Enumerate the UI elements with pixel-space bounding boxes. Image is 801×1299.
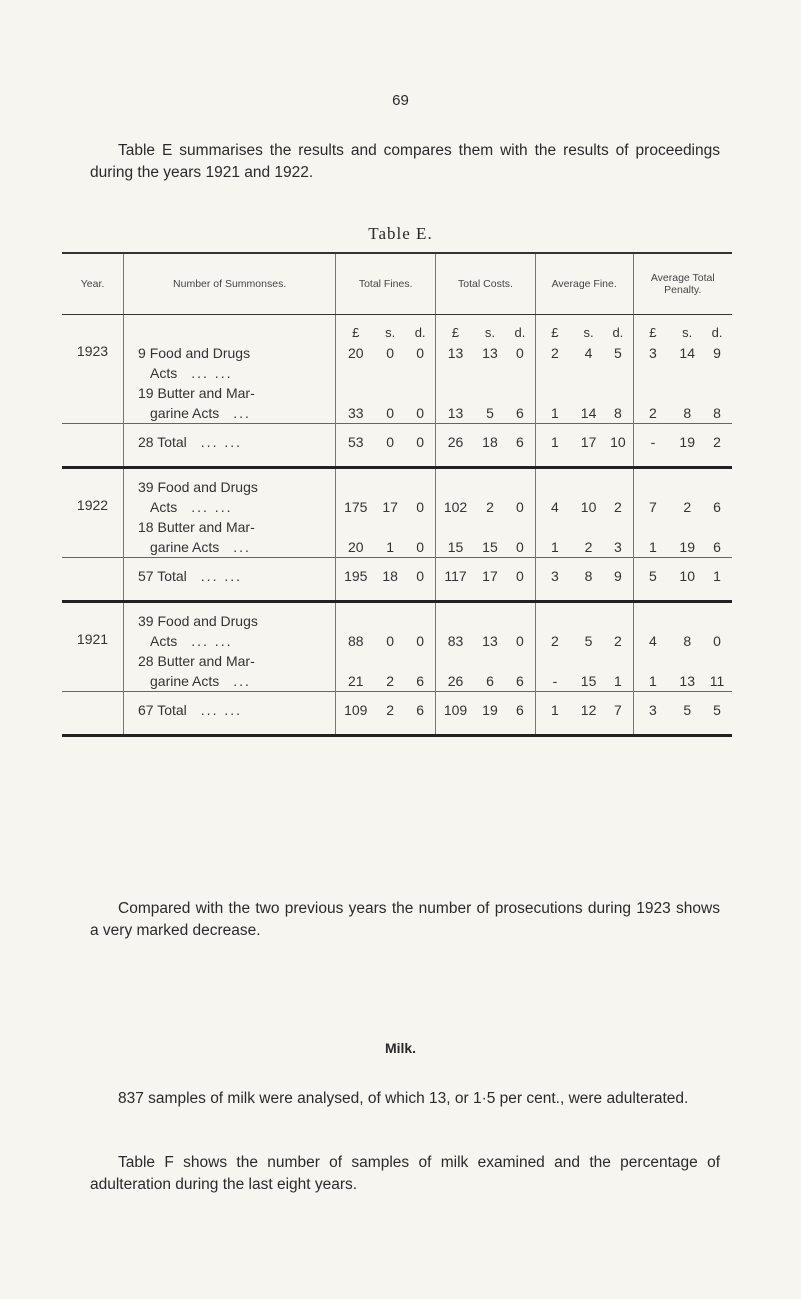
pence-unit: d. — [414, 325, 426, 340]
total-costs-cell — [436, 558, 536, 602]
description-line: 28 Butter and Mar- — [138, 653, 255, 669]
pounds: 20 — [347, 345, 364, 361]
total-label: 57 Total — [138, 568, 187, 584]
money-value — [536, 403, 633, 423]
pence: 6 — [416, 673, 424, 689]
fines-cell — [336, 651, 436, 692]
total-row — [62, 692, 732, 736]
shillings: 19 — [679, 539, 695, 555]
spacer — [634, 517, 733, 537]
description-line — [138, 631, 335, 651]
shillings: 0 — [386, 405, 395, 421]
description-line — [138, 403, 335, 423]
leader-dots: ... — [233, 673, 251, 689]
milk-paragraph-2: Table F shows the number of samples of milk examined and the percentage of adulteration during the last eight years. — [90, 1154, 720, 1193]
shilling-unit: s. — [484, 325, 496, 340]
shillings: 2 — [386, 673, 395, 689]
description-text: garine Acts — [150, 405, 220, 421]
header-costs: Total Costs. — [436, 253, 536, 315]
pounds: 20 — [347, 539, 364, 555]
shilling-unit: s. — [583, 325, 594, 340]
shillings: 0 — [386, 633, 395, 649]
pence: 0 — [416, 345, 424, 361]
total-label-cell — [124, 692, 336, 736]
total-avg-fine-cell — [535, 424, 633, 468]
pence: 6 — [516, 673, 524, 689]
pounds: 3 — [649, 345, 657, 361]
shillings: 5 — [683, 702, 692, 718]
intro-paragraph: Table E summarises the results and compares them with the results of proceedings during the years 1921 and 1922. — [90, 142, 720, 181]
fines-cell — [336, 468, 436, 518]
pence: 0 — [416, 499, 424, 515]
comparison-paragraph: Compared with the two previous years the number of prosecutions during 1923 shows a very marked decrease. — [90, 900, 720, 939]
summons-description — [124, 602, 336, 652]
description-line — [138, 363, 335, 383]
pence: 3 — [613, 539, 622, 555]
pence: 2 — [613, 499, 622, 515]
shillings: 5 — [486, 405, 494, 421]
spacer — [336, 383, 435, 403]
money-value — [634, 671, 733, 691]
shillings: 10 — [580, 499, 597, 515]
pounds: 3 — [649, 702, 657, 718]
money-value — [436, 631, 535, 651]
total-line — [138, 432, 335, 452]
avg-penalty-cell — [633, 517, 732, 558]
spacer — [138, 323, 335, 343]
year-label: 1921 — [76, 631, 109, 647]
shillings: 8 — [683, 405, 692, 421]
header-avg-fine: Average Fine. — [535, 253, 633, 315]
shillings: 15 — [580, 673, 597, 689]
shillings: 17 — [580, 434, 597, 450]
shillings: 19 — [679, 434, 695, 450]
year-cell — [62, 692, 124, 736]
total-fines-cell — [336, 424, 436, 468]
shillings: 18 — [482, 434, 498, 450]
pounds: 2 — [551, 633, 559, 649]
summons-description — [124, 315, 336, 384]
milk-paragraph-1: 837 samples of milk were analysed, of which 13, or 1·5 per cent., were adulterated. — [118, 1090, 689, 1107]
header-fines: Total Fines. — [336, 253, 436, 315]
summons-description — [124, 383, 336, 424]
total-fines-cell — [336, 558, 436, 602]
money-value — [336, 403, 435, 423]
pounds: 102 — [443, 499, 468, 515]
pounds: - — [552, 673, 558, 689]
pence: 0 — [516, 539, 524, 555]
table-row — [62, 517, 732, 558]
total-label: 67 Total — [138, 702, 187, 718]
total-label-cell — [124, 558, 336, 602]
money-value — [536, 566, 633, 586]
costs-cell — [436, 315, 536, 384]
header-summonses: Number of Summonses. — [124, 253, 336, 315]
pence: 0 — [713, 633, 721, 649]
pounds: 1 — [649, 673, 657, 689]
pence-unit: d. — [612, 325, 624, 340]
pence: 0 — [416, 405, 424, 421]
milk-heading: Milk. — [384, 1040, 417, 1056]
table-e — [62, 252, 732, 737]
spacer — [336, 611, 435, 631]
total-avg-penalty-cell — [633, 424, 732, 468]
spacer — [436, 651, 535, 671]
description-text: garine Acts — [150, 673, 220, 689]
table-row — [62, 651, 732, 692]
shillings: 2 — [683, 499, 692, 515]
pence: 5 — [713, 702, 721, 718]
summons-description — [124, 651, 336, 692]
shilling-unit: s. — [682, 325, 693, 340]
money-value — [336, 566, 435, 586]
description-line: 19 Butter and Mar- — [138, 385, 255, 401]
shillings: 2 — [584, 539, 593, 555]
pence: 0 — [416, 633, 424, 649]
pounds: 88 — [347, 633, 364, 649]
pounds: 1 — [551, 405, 559, 421]
shillings: 0 — [386, 434, 395, 450]
total-avg-fine-cell — [535, 558, 633, 602]
spacer — [634, 651, 733, 671]
pound-unit: £ — [451, 325, 460, 340]
leader-dots: ... ... — [200, 568, 243, 584]
pence: 1 — [613, 673, 622, 689]
avg-penalty-cell — [633, 315, 732, 384]
pence: 0 — [516, 633, 524, 649]
shillings: 1 — [386, 539, 395, 555]
pence: 6 — [516, 405, 524, 421]
pounds: 7 — [649, 499, 657, 515]
shillings: 13 — [679, 673, 695, 689]
spacer — [336, 477, 435, 497]
spacer — [536, 477, 633, 497]
spacer — [536, 651, 633, 671]
total-avg-penalty-cell — [633, 692, 732, 736]
unit-labels — [436, 323, 535, 343]
avg-fine-cell — [535, 383, 633, 424]
description-line: 39 Food and Drugs — [138, 479, 258, 495]
pounds: 13 — [447, 405, 464, 421]
pounds: - — [650, 434, 656, 450]
year-cell — [62, 602, 124, 652]
spacer — [536, 611, 633, 631]
money-value — [634, 497, 733, 517]
total-label-cell — [124, 424, 336, 468]
pence: 2 — [713, 434, 721, 450]
leader-dots: ... — [233, 539, 251, 555]
costs-cell — [436, 651, 536, 692]
total-line — [138, 700, 335, 720]
year-cell — [62, 468, 124, 518]
pounds: 1 — [551, 434, 559, 450]
pence: 6 — [713, 499, 721, 515]
money-value — [536, 497, 633, 517]
spacer — [436, 611, 535, 631]
avg-penalty-cell — [633, 651, 732, 692]
leader-dots: ... ... — [191, 499, 233, 515]
total-costs-cell — [436, 692, 536, 736]
pounds: 2 — [649, 405, 657, 421]
pounds: 83 — [447, 633, 464, 649]
money-value — [336, 497, 435, 517]
pounds: 117 — [444, 568, 467, 584]
shillings: 12 — [580, 702, 597, 718]
money-value — [336, 671, 435, 691]
avg-fine-cell — [535, 651, 633, 692]
description-line: 9 Food and Drugs — [138, 345, 251, 361]
spacer — [336, 517, 435, 537]
pound-unit: £ — [649, 325, 657, 340]
pence: 2 — [613, 633, 622, 649]
leader-dots: ... ... — [200, 702, 243, 718]
pence: 1 — [713, 568, 721, 584]
shillings: 6 — [486, 673, 494, 689]
pence: 0 — [516, 568, 524, 584]
pence: 0 — [416, 434, 424, 450]
description-text: Acts — [150, 499, 178, 515]
table-title: Table E. — [368, 224, 433, 243]
unit-labels — [634, 323, 733, 343]
description-text: Acts — [150, 633, 178, 649]
pounds: 1 — [551, 539, 559, 555]
year-label: 1923 — [76, 343, 109, 359]
summons-description — [124, 517, 336, 558]
spacer — [536, 517, 633, 537]
pound-unit: £ — [551, 325, 559, 340]
avg-penalty-cell — [633, 468, 732, 518]
description-line: 18 Butter and Mar- — [138, 519, 255, 535]
total-fines-cell — [336, 692, 436, 736]
description-line: 39 Food and Drugs — [138, 613, 258, 629]
money-value — [634, 403, 733, 423]
avg-fine-cell — [535, 468, 633, 518]
costs-cell — [436, 468, 536, 518]
fines-cell — [336, 315, 436, 384]
money-value — [634, 566, 733, 586]
shillings: 14 — [679, 345, 695, 361]
avg-fine-cell — [535, 602, 633, 652]
avg-fine-cell — [535, 315, 633, 384]
costs-cell — [436, 602, 536, 652]
pound-unit: £ — [352, 325, 360, 340]
costs-cell — [436, 383, 536, 424]
shillings: 17 — [382, 499, 398, 515]
money-value — [436, 403, 535, 423]
money-value — [336, 700, 435, 720]
pounds: 195 — [344, 568, 368, 584]
shillings: 0 — [386, 345, 395, 361]
spacer — [436, 477, 535, 497]
fines-cell — [336, 517, 436, 558]
spacer — [634, 383, 733, 403]
table-row — [62, 383, 732, 424]
header-row — [62, 253, 732, 315]
money-value — [634, 700, 733, 720]
description-line — [138, 497, 335, 517]
page-number: 69 — [392, 92, 409, 109]
spacer — [436, 383, 535, 403]
pounds: 1 — [551, 702, 559, 718]
table-body — [62, 315, 732, 736]
pounds: 109 — [443, 702, 468, 718]
money-value — [436, 537, 535, 557]
table-row — [62, 315, 732, 384]
pence: 9 — [713, 345, 721, 361]
spacer — [634, 477, 733, 497]
money-value — [536, 537, 633, 557]
money-value — [336, 537, 435, 557]
pence: 6 — [516, 702, 524, 718]
pence: 8 — [713, 405, 721, 421]
pence: 0 — [416, 568, 424, 584]
pounds: 33 — [347, 405, 364, 421]
pounds: 109 — [344, 702, 368, 718]
pounds: 13 — [447, 345, 464, 361]
header-year: Year. — [62, 253, 124, 315]
year-cell — [62, 558, 124, 602]
fines-cell — [336, 602, 436, 652]
fines-cell — [336, 383, 436, 424]
year-cell — [62, 383, 124, 424]
total-avg-penalty-cell — [633, 558, 732, 602]
money-value — [536, 671, 633, 691]
avg-penalty-cell — [633, 383, 732, 424]
shillings: 8 — [584, 568, 593, 584]
spacer — [634, 611, 733, 631]
avg-penalty-cell — [633, 602, 732, 652]
table-row — [62, 468, 732, 518]
pence: 0 — [416, 539, 424, 555]
spacer — [336, 651, 435, 671]
leader-dots: ... ... — [200, 434, 243, 450]
shillings: 4 — [584, 345, 593, 361]
money-value — [436, 432, 535, 452]
leader-dots: ... — [233, 405, 251, 421]
money-value — [536, 700, 633, 720]
pounds: 15 — [447, 539, 464, 555]
description-line — [138, 537, 335, 557]
leader-dots: ... ... — [191, 633, 233, 649]
pence: 8 — [613, 405, 622, 421]
pence: 6 — [416, 702, 424, 718]
pence: 6 — [713, 539, 721, 555]
year-label: 1922 — [76, 497, 109, 513]
money-value — [634, 631, 733, 651]
pence: 11 — [709, 673, 725, 689]
pence: 6 — [516, 434, 524, 450]
money-value — [536, 343, 633, 363]
total-row — [62, 424, 732, 468]
pounds: 2 — [551, 345, 559, 361]
money-value — [336, 631, 435, 651]
pence: 10 — [610, 434, 626, 450]
pounds: 3 — [551, 568, 559, 584]
shillings: 8 — [683, 633, 692, 649]
shillings: 13 — [482, 345, 498, 361]
summons-description — [124, 468, 336, 518]
money-value — [536, 631, 633, 651]
unit-labels — [536, 323, 633, 343]
pounds: 53 — [347, 434, 364, 450]
pounds: 26 — [447, 434, 464, 450]
pounds: 1 — [649, 539, 657, 555]
description-text: Acts — [150, 365, 178, 381]
shillings: 2 — [386, 702, 395, 718]
shillings: 10 — [679, 568, 695, 584]
pounds: 175 — [344, 499, 368, 515]
total-costs-cell — [436, 424, 536, 468]
shillings: 5 — [584, 633, 593, 649]
pence: 0 — [516, 345, 524, 361]
shillings: 15 — [482, 539, 498, 555]
pounds: 5 — [649, 568, 657, 584]
leader-dots: ... ... — [191, 365, 233, 381]
shillings: 2 — [486, 499, 494, 515]
money-value — [436, 700, 535, 720]
description-text: garine Acts — [150, 539, 220, 555]
pence: 0 — [516, 499, 524, 515]
shillings: 19 — [482, 702, 498, 718]
pounds: 4 — [649, 633, 657, 649]
year-cell — [62, 651, 124, 692]
money-value — [436, 497, 535, 517]
money-value — [634, 432, 733, 452]
money-value — [634, 343, 733, 363]
pence: 7 — [613, 702, 622, 718]
avg-fine-cell — [535, 517, 633, 558]
money-value — [336, 432, 435, 452]
description-line — [138, 671, 335, 691]
year-cell — [62, 315, 124, 384]
pounds: 4 — [551, 499, 559, 515]
year-cell — [62, 424, 124, 468]
money-value — [436, 343, 535, 363]
money-value — [634, 537, 733, 557]
year-cell — [62, 517, 124, 558]
shillings: 14 — [580, 405, 597, 421]
money-value — [436, 566, 535, 586]
unit-labels — [336, 323, 435, 343]
pence-unit: d. — [514, 325, 526, 340]
spacer — [536, 383, 633, 403]
costs-cell — [436, 517, 536, 558]
total-avg-fine-cell — [535, 692, 633, 736]
total-label: 28 Total — [138, 434, 187, 450]
shillings: 13 — [482, 633, 498, 649]
pence: 5 — [613, 345, 622, 361]
pence: 9 — [613, 568, 622, 584]
money-value — [536, 432, 633, 452]
shillings: 18 — [382, 568, 398, 584]
money-value — [336, 343, 435, 363]
shilling-unit: s. — [385, 325, 396, 340]
total-row — [62, 558, 732, 602]
money-value — [436, 671, 535, 691]
table-row — [62, 602, 732, 652]
spacer — [436, 517, 535, 537]
shillings: 17 — [482, 568, 498, 584]
pounds: 26 — [447, 673, 464, 689]
total-line — [138, 566, 335, 586]
pence-unit: d. — [711, 325, 723, 340]
pounds: 21 — [347, 673, 364, 689]
header-avg-penalty: Average Total Penalty. — [633, 253, 732, 315]
